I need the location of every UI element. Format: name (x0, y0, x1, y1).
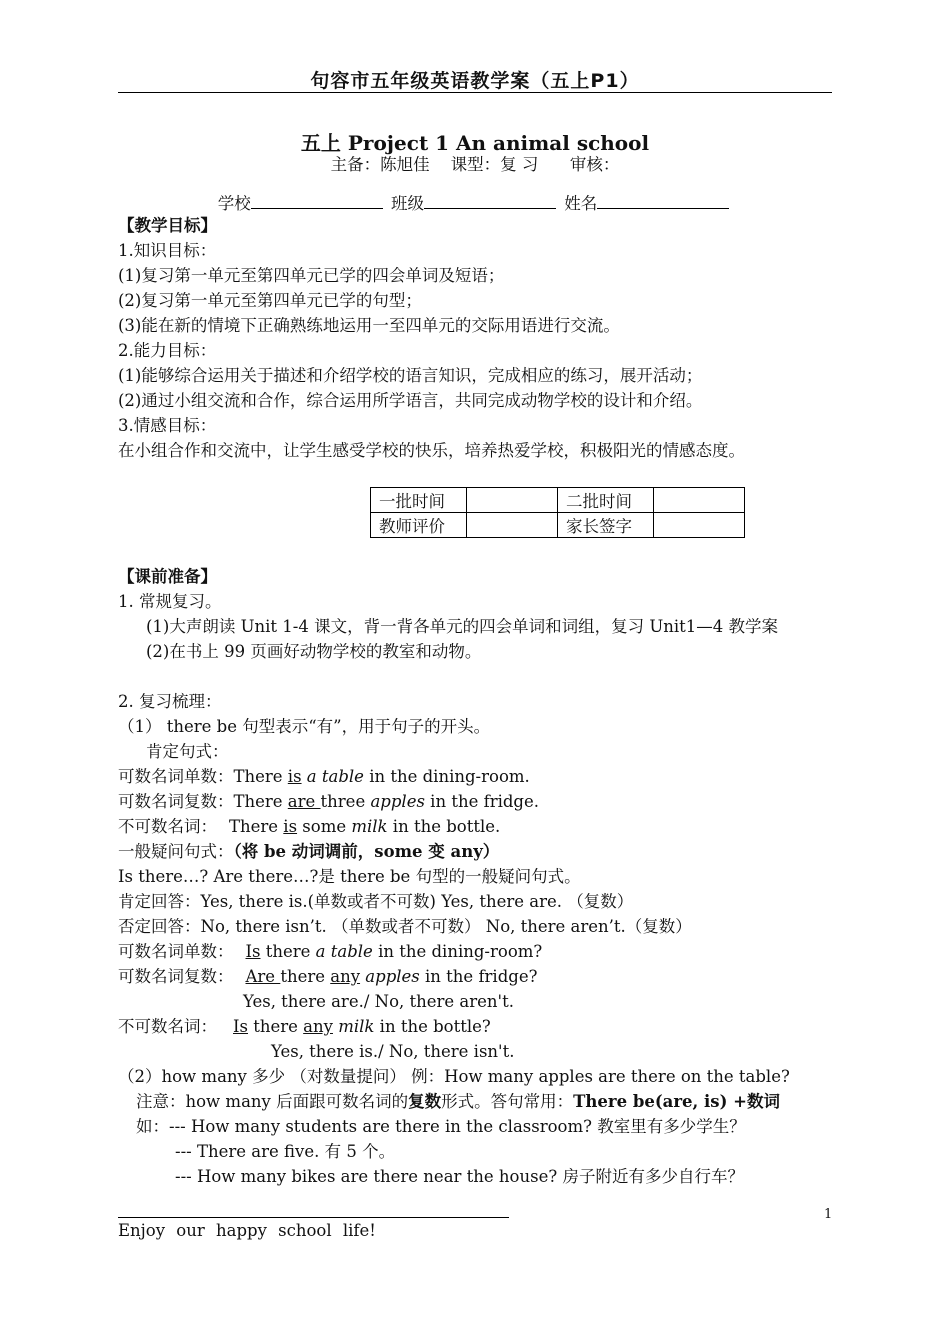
sentence-part: there (280, 967, 331, 986)
underlined-verb: Is (233, 1017, 248, 1036)
italic-noun: a table (315, 942, 373, 961)
sign-table-row (371, 513, 745, 538)
how-many-note (136, 1089, 780, 1114)
name-blank[interactable] (597, 191, 729, 209)
sentence-part: There (229, 817, 284, 836)
lesson-title: 五上 Project 1 An animal school (300, 131, 650, 155)
second-batch-label: 二批时间 (558, 488, 654, 513)
underlined-any: any (303, 1017, 333, 1036)
italic-noun: milk (338, 1017, 375, 1036)
italic-noun: apples (370, 792, 425, 811)
class-label: 班级 (391, 194, 424, 213)
line-label: 不可数名词： (118, 817, 217, 836)
document-header: 句容市五年级英语教学案（五上P1） (310, 70, 640, 92)
emotion-title: 3.情感目标： (118, 416, 217, 435)
sentence-part: There (233, 767, 288, 786)
teacher-eval-label: 教师评价 (371, 513, 467, 538)
header-rule (118, 92, 832, 93)
italic-noun: apples (365, 967, 420, 986)
prep-item-1-2: (2)在书上 99 页画好动物学校的教室和动物。 (146, 642, 482, 661)
parent-sign-cell[interactable] (654, 513, 745, 538)
student-info-fields (118, 190, 832, 214)
footer-motto: Enjoy our happy school life! (118, 1221, 376, 1240)
prep-item-1: 1. 常规复习。 (118, 592, 222, 611)
knowledge-item-1: (1)复习第一单元至第四单元已学的四会单词及短语； (118, 266, 505, 285)
underlined-any: any (330, 967, 361, 986)
sentence-part: there (260, 942, 316, 961)
question-uncountable (118, 1014, 491, 1039)
question-form (118, 839, 499, 864)
how-many-title: （2）how many 多少 （对数量提问） 例：How many apples are there on the table? (118, 1067, 790, 1086)
page-number: 1 (824, 1207, 833, 1222)
sentence-part: in the dining-room. (363, 767, 530, 786)
school-label: 学校 (217, 194, 251, 213)
question-plural (118, 964, 537, 989)
affirm-plural (118, 789, 539, 814)
sentence-part: There (233, 792, 288, 811)
prep-item-2: 2. 复习梳理： (118, 692, 222, 711)
italic-noun: a table (306, 767, 364, 786)
sentence-part: in the dining-room? (372, 942, 543, 961)
sign-table-row (371, 488, 745, 513)
prep-item-1-1: (1)大声朗读 Unit 1-4 课文，背一背各单元的四会单词和词组，复习 Unit1—4 教学案 (146, 617, 779, 636)
line-label: 可数名词复数： (118, 967, 234, 986)
sentence-part: in the bottle? (374, 1017, 491, 1036)
ability-item-2: (2)通过小组交流和合作，综合运用所学语言，共同完成动物学校的设计和介绍。 (118, 391, 703, 410)
affirm-label: 肯定句式： (146, 742, 229, 761)
line-label: 不可数名词： (118, 1017, 217, 1036)
second-batch-cell[interactable] (654, 488, 745, 513)
affirm-singular (118, 764, 530, 789)
first-batch-cell[interactable] (467, 488, 558, 513)
example-3: --- How many bikes are there near the house? 房子附近有多少自行车？ (175, 1167, 744, 1186)
question-rule: （将 be 动词调前，some 变 any） (233, 842, 500, 861)
ability-title: 2.能力目标： (118, 341, 217, 360)
negative-answer: 否定回答：No, there isn’t. （单数或者不可数） No, there aren’t.（复数） (118, 917, 692, 936)
objectives-heading: 【教学目标】 (118, 216, 217, 235)
lesson-meta: 主备：陈旭佳 课型：复 习 审核： (330, 155, 620, 174)
sentence-part: in the fridge. (424, 792, 540, 811)
knowledge-item-3: (3)能在新的情境下正确熟练地运用一至四单元的交际用语进行交流。 (118, 316, 620, 335)
question-singular (118, 939, 542, 964)
line-label: 可数名词复数： (118, 792, 234, 811)
footer-rule (118, 1217, 509, 1218)
parent-sign-label: 家长签字 (558, 513, 654, 538)
italic-noun: milk (351, 817, 388, 836)
bold-formula: There be(are, is) +数词 (573, 1092, 780, 1111)
name-label: 姓名 (564, 194, 598, 213)
underlined-verb: are (287, 792, 321, 811)
line-label: 可数名词单数： (118, 942, 234, 961)
sentence-part: 形式。答句常用： (441, 1092, 574, 1111)
there-be-title: （1） there be 句型表示“有”，用于句子的开头。 (118, 717, 491, 736)
bold-term: 复数 (408, 1092, 442, 1111)
teacher-eval-cell[interactable] (467, 513, 558, 538)
underlined-verb: Are (245, 967, 281, 986)
line-label: 一般疑问句式： (118, 842, 234, 861)
positive-answer: 肯定回答：Yes, there is.(单数或者不可数) Yes, there are. （复数） (118, 892, 634, 911)
question-uncountable-answer: Yes, there is./ No, there isn't. (271, 1042, 515, 1061)
ability-item-1: (1)能够综合运用关于描述和介绍学校的语言知识，完成相应的练习，展开活动； (118, 366, 703, 385)
question-plural-answer: Yes, there are./ No, there aren't. (243, 992, 514, 1011)
first-batch-label: 一批时间 (371, 488, 467, 513)
sentence-part: some (297, 817, 352, 836)
question-note: Is there…? Are there…?是 there be 句型的一般疑问句式。 (118, 867, 581, 886)
sentence-part: three (320, 792, 371, 811)
sign-table (370, 487, 745, 538)
school-blank[interactable] (251, 191, 383, 209)
sentence-part: in the bottle. (387, 817, 501, 836)
sentence-part: in the fridge? (419, 967, 538, 986)
class-blank[interactable] (424, 191, 556, 209)
affirm-uncountable (118, 814, 500, 839)
knowledge-item-2: (2)复习第一单元至第四单元已学的句型； (118, 291, 422, 310)
underlined-verb: is (283, 817, 298, 836)
example-2: --- There are five. 有 5 个。 (175, 1142, 396, 1161)
example-1: 如：--- How many students are there in the classroom? 教室里有多少学生？ (136, 1117, 746, 1136)
sentence-part: there (248, 1017, 304, 1036)
line-label: 可数名词单数： (118, 767, 234, 786)
underlined-verb: is (287, 767, 302, 786)
knowledge-title: 1.知识目标： (118, 241, 217, 260)
prep-heading: 【课前准备】 (118, 567, 217, 586)
emotion-item-1: 在小组合作和交流中，让学生感受学校的快乐，培养热爱学校，积极阳光的情感态度。 (118, 441, 745, 460)
sentence-part: 注意：how many 后面跟可数名词的 (136, 1092, 409, 1111)
underlined-verb: Is (245, 942, 261, 961)
